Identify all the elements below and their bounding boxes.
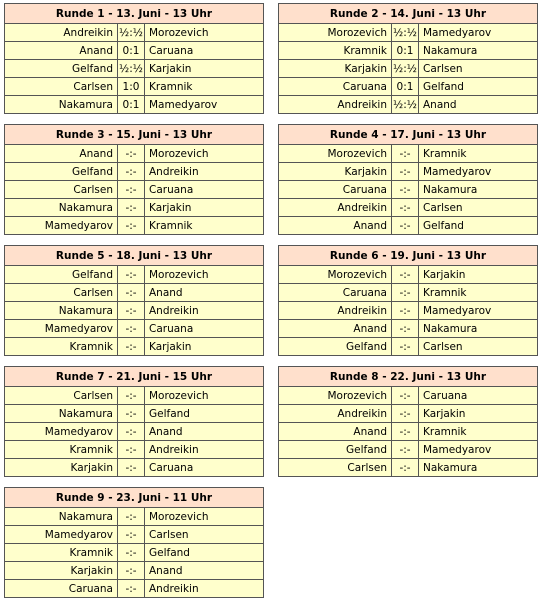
result: ½:½	[118, 24, 145, 42]
result: -:-	[118, 580, 145, 598]
white-player: Nakamura	[5, 302, 118, 320]
round-title: Runde 7 - 21. Juni - 15 Uhr	[5, 367, 264, 387]
black-player: Karjakin	[419, 266, 538, 284]
white-player: Carlsen	[5, 78, 118, 96]
white-player: Kramnik	[5, 338, 118, 356]
black-player: Caruana	[419, 387, 538, 405]
result: -:-	[392, 284, 419, 302]
result: -:-	[118, 320, 145, 338]
result: -:-	[118, 338, 145, 356]
table-row	[5, 199, 264, 217]
result: ½:½	[392, 24, 419, 42]
result: -:-	[118, 387, 145, 405]
white-player: Karjakin	[5, 562, 118, 580]
table-row	[279, 405, 538, 423]
result: -:-	[392, 217, 419, 235]
round-title: Runde 6 - 19. Juni - 13 Uhr	[279, 246, 538, 266]
table-row	[279, 181, 538, 199]
result: -:-	[118, 302, 145, 320]
result: 1:0	[118, 78, 145, 96]
round-table-8	[278, 366, 538, 477]
white-player: Carlsen	[5, 181, 118, 199]
result: -:-	[118, 526, 145, 544]
black-player: Mamedyarov	[419, 302, 538, 320]
result: -:-	[392, 459, 419, 477]
black-player: Morozevich	[145, 387, 264, 405]
white-player: Kramnik	[279, 42, 392, 60]
white-player: Morozevich	[279, 145, 392, 163]
white-player: Anand	[5, 145, 118, 163]
white-player: Carlsen	[5, 284, 118, 302]
white-player: Andreikin	[279, 96, 392, 114]
white-player: Kramnik	[5, 441, 118, 459]
result: -:-	[118, 459, 145, 477]
round-table-4	[278, 124, 538, 235]
result: -:-	[118, 508, 145, 526]
white-player: Mamedyarov	[5, 423, 118, 441]
white-player: Andreikin	[279, 302, 392, 320]
white-player: Carlsen	[279, 459, 392, 477]
white-player: Nakamura	[5, 199, 118, 217]
result: ½:½	[392, 96, 419, 114]
white-player: Morozevich	[279, 387, 392, 405]
result: -:-	[392, 387, 419, 405]
result: -:-	[392, 338, 419, 356]
black-player: Mamedyarov	[145, 96, 264, 114]
table-row	[5, 217, 264, 235]
black-player: Gelfand	[145, 544, 264, 562]
black-player: Anand	[145, 423, 264, 441]
black-player: Caruana	[145, 42, 264, 60]
black-player: Anand	[145, 562, 264, 580]
result: ½:½	[392, 60, 419, 78]
table-row	[279, 441, 538, 459]
table-row	[5, 163, 264, 181]
table-row	[5, 580, 264, 598]
white-player: Caruana	[279, 78, 392, 96]
table-row	[279, 24, 538, 42]
black-player: Andreikin	[145, 302, 264, 320]
round-table-2	[278, 3, 538, 114]
result: 0:1	[118, 42, 145, 60]
result: ½:½	[118, 60, 145, 78]
black-player: Anand	[145, 284, 264, 302]
black-player: Kramnik	[145, 78, 264, 96]
table-row	[279, 42, 538, 60]
table-row	[5, 387, 264, 405]
round-title: Runde 4 - 17. Juni - 13 Uhr	[279, 125, 538, 145]
table-row	[279, 338, 538, 356]
black-player: Mamedyarov	[419, 163, 538, 181]
round-title: Runde 2 - 14. Juni - 13 Uhr	[279, 4, 538, 24]
table-row	[279, 302, 538, 320]
table-row	[279, 284, 538, 302]
black-player: Carlsen	[419, 199, 538, 217]
round-table-5	[4, 245, 264, 356]
white-player: Kramnik	[5, 544, 118, 562]
table-row	[5, 508, 264, 526]
table-row	[5, 266, 264, 284]
black-player: Carlsen	[145, 526, 264, 544]
table-row	[5, 24, 264, 42]
result: -:-	[392, 163, 419, 181]
table-row	[279, 387, 538, 405]
white-player: Anand	[5, 42, 118, 60]
white-player: Anand	[279, 217, 392, 235]
table-row	[5, 320, 264, 338]
black-player: Andreikin	[145, 441, 264, 459]
table-row	[5, 544, 264, 562]
black-player: Karjakin	[145, 338, 264, 356]
white-player: Gelfand	[279, 338, 392, 356]
table-row	[5, 423, 264, 441]
black-player: Nakamura	[419, 42, 538, 60]
table-row	[279, 423, 538, 441]
black-player: Caruana	[145, 459, 264, 477]
result: 0:1	[392, 78, 419, 96]
white-player: Nakamura	[5, 508, 118, 526]
black-player: Caruana	[145, 320, 264, 338]
white-player: Gelfand	[5, 60, 118, 78]
white-player: Mamedyarov	[5, 320, 118, 338]
table-row	[279, 320, 538, 338]
black-player: Nakamura	[419, 459, 538, 477]
white-player: Caruana	[279, 181, 392, 199]
black-player: Gelfand	[419, 217, 538, 235]
black-player: Nakamura	[419, 181, 538, 199]
black-player: Caruana	[145, 181, 264, 199]
table-row	[279, 163, 538, 181]
black-player: Nakamura	[419, 320, 538, 338]
table-row	[5, 338, 264, 356]
table-row	[5, 405, 264, 423]
result: -:-	[392, 181, 419, 199]
round-table-3	[4, 124, 264, 235]
white-player: Nakamura	[5, 405, 118, 423]
result: -:-	[392, 441, 419, 459]
round-table-7	[4, 366, 264, 477]
black-player: Karjakin	[145, 199, 264, 217]
result: 0:1	[392, 42, 419, 60]
result: -:-	[392, 423, 419, 441]
table-row	[279, 96, 538, 114]
result: -:-	[392, 302, 419, 320]
table-row	[279, 459, 538, 477]
result: -:-	[392, 199, 419, 217]
round-table-1	[4, 3, 264, 114]
black-player: Kramnik	[419, 145, 538, 163]
black-player: Mamedyarov	[419, 441, 538, 459]
table-row	[5, 459, 264, 477]
white-player: Anand	[279, 320, 392, 338]
white-player: Andreikin	[279, 199, 392, 217]
table-row	[5, 441, 264, 459]
result: -:-	[118, 199, 145, 217]
white-player: Gelfand	[5, 266, 118, 284]
white-player: Morozevich	[279, 266, 392, 284]
round-table-6	[278, 245, 538, 356]
black-player: Kramnik	[419, 423, 538, 441]
black-player: Karjakin	[145, 60, 264, 78]
black-player: Carlsen	[419, 338, 538, 356]
black-player: Gelfand	[419, 78, 538, 96]
black-player: Andreikin	[145, 163, 264, 181]
white-player: Mamedyarov	[5, 526, 118, 544]
round-title: Runde 5 - 18. Juni - 13 Uhr	[5, 246, 264, 266]
white-player: Gelfand	[5, 163, 118, 181]
white-player: Karjakin	[279, 163, 392, 181]
table-row	[279, 217, 538, 235]
result: -:-	[118, 145, 145, 163]
round-title: Runde 1 - 13. Juni - 13 Uhr	[5, 4, 264, 24]
black-player: Carlsen	[419, 60, 538, 78]
table-row	[279, 145, 538, 163]
white-player: Carlsen	[5, 387, 118, 405]
black-player: Anand	[419, 96, 538, 114]
black-player: Morozevich	[145, 508, 264, 526]
round-table-9	[4, 487, 264, 598]
white-player: Andreikin	[5, 24, 118, 42]
table-row	[279, 199, 538, 217]
black-player: Kramnik	[145, 217, 264, 235]
result: -:-	[118, 544, 145, 562]
result: -:-	[118, 284, 145, 302]
round-title: Runde 8 - 22. Juni - 13 Uhr	[279, 367, 538, 387]
black-player: Mamedyarov	[419, 24, 538, 42]
table-row	[5, 562, 264, 580]
result: -:-	[118, 441, 145, 459]
result: -:-	[118, 405, 145, 423]
round-title: Runde 3 - 15. Juni - 13 Uhr	[5, 125, 264, 145]
table-row	[5, 78, 264, 96]
white-player: Caruana	[5, 580, 118, 598]
black-player: Morozevich	[145, 24, 264, 42]
result: -:-	[118, 163, 145, 181]
result: -:-	[392, 320, 419, 338]
table-row	[5, 60, 264, 78]
result: -:-	[118, 266, 145, 284]
table-row	[5, 302, 264, 320]
table-row	[5, 526, 264, 544]
black-player: Morozevich	[145, 266, 264, 284]
result: -:-	[118, 217, 145, 235]
black-player: Karjakin	[419, 405, 538, 423]
white-player: Andreikin	[279, 405, 392, 423]
black-player: Gelfand	[145, 405, 264, 423]
result: -:-	[118, 562, 145, 580]
table-row	[279, 78, 538, 96]
table-row	[5, 96, 264, 114]
black-player: Morozevich	[145, 145, 264, 163]
result: -:-	[118, 181, 145, 199]
result: -:-	[392, 405, 419, 423]
white-player: Morozevich	[279, 24, 392, 42]
round-title: Runde 9 - 23. Juni - 11 Uhr	[5, 488, 264, 508]
black-player: Andreikin	[145, 580, 264, 598]
result: -:-	[392, 266, 419, 284]
table-row	[5, 42, 264, 60]
black-player: Kramnik	[419, 284, 538, 302]
white-player: Caruana	[279, 284, 392, 302]
table-row	[279, 266, 538, 284]
white-player: Gelfand	[279, 441, 392, 459]
table-row	[5, 145, 264, 163]
white-player: Karjakin	[279, 60, 392, 78]
result: -:-	[392, 145, 419, 163]
result: 0:1	[118, 96, 145, 114]
white-player: Nakamura	[5, 96, 118, 114]
table-row	[5, 181, 264, 199]
white-player: Mamedyarov	[5, 217, 118, 235]
result: -:-	[118, 423, 145, 441]
white-player: Karjakin	[5, 459, 118, 477]
table-row	[5, 284, 264, 302]
table-row	[279, 60, 538, 78]
white-player: Anand	[279, 423, 392, 441]
